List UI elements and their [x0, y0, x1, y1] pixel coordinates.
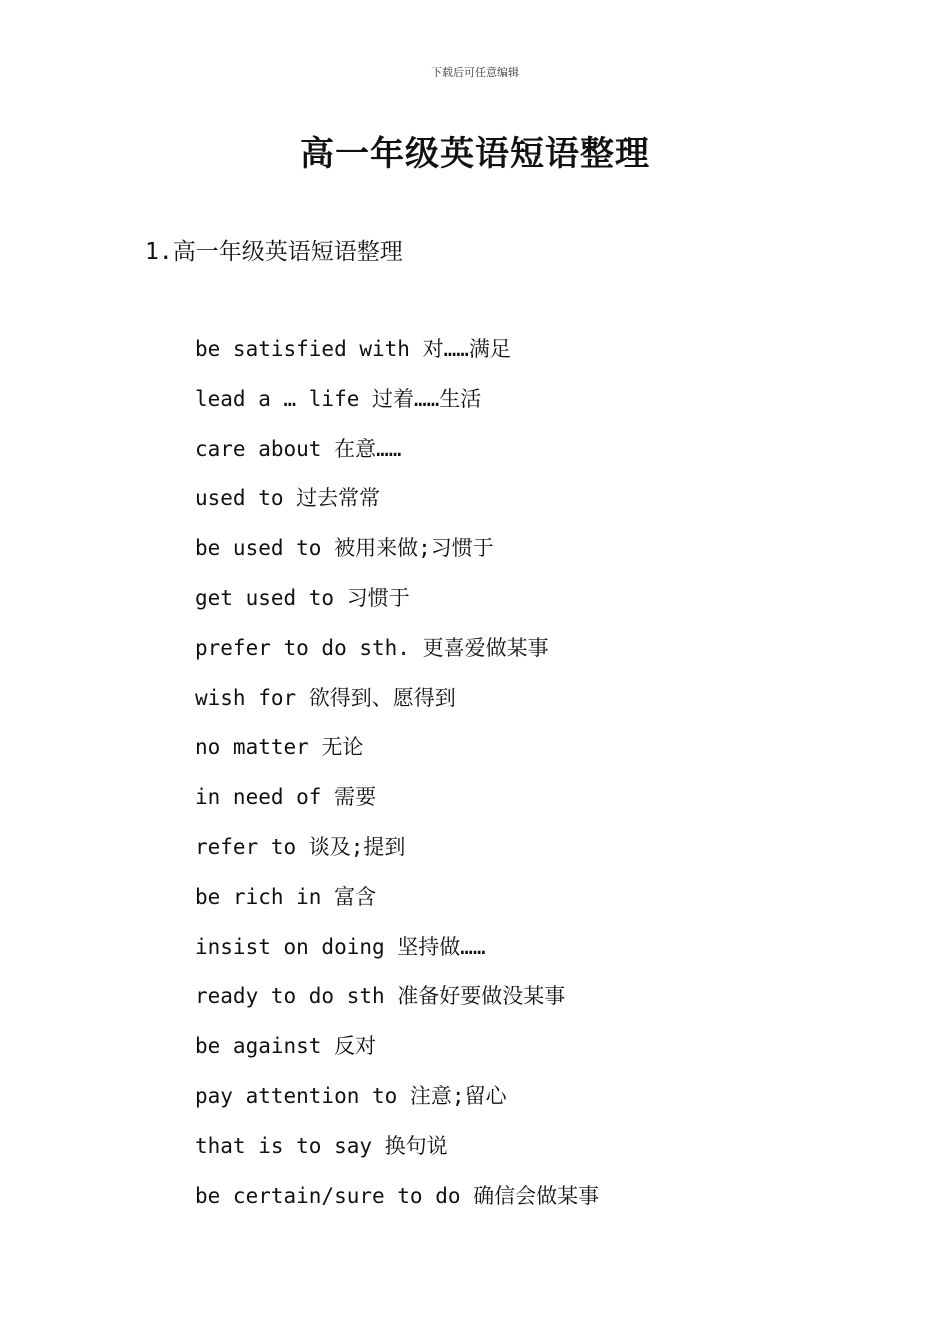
- phrase-item: lead a … life 过着……生活: [195, 386, 482, 411]
- phrase-item: be certain/sure to do 确信会做某事: [195, 1183, 600, 1208]
- phrase-list: [195, 334, 599, 1230]
- phrase-item: no matter 无论: [195, 735, 364, 760]
- phrase-item: be used to 被用来做;习惯于: [195, 536, 494, 561]
- phrase-item: ready to do sth 准备好要做没某事: [195, 984, 566, 1009]
- phrase-item: refer to 谈及;提到: [195, 834, 406, 859]
- section-heading: 1.高一年级英语短语整理: [145, 239, 403, 265]
- phrase-item: be against 反对: [195, 1034, 377, 1059]
- phrase-item: that is to say 换句说: [195, 1133, 448, 1158]
- phrase-item: insist on doing 坚持做……: [195, 934, 486, 959]
- phrase-item: care about 在意……: [195, 436, 402, 461]
- phrase-item: get used to 习惯于: [195, 585, 410, 610]
- phrase-item: used to 过去常常: [195, 486, 381, 511]
- phrase-item: pay attention to 注意;留心: [195, 1083, 507, 1108]
- phrase-item: in need of 需要: [195, 785, 377, 810]
- phrase-item: prefer to do sth. 更喜爱做某事: [195, 635, 549, 660]
- header-note: 下载后可任意编辑: [431, 66, 519, 79]
- document-title: 高一年级英语短语整理: [300, 134, 650, 174]
- phrase-item: wish for 欲得到、愿得到: [195, 685, 456, 710]
- phrase-item: be rich in 富含: [195, 884, 377, 909]
- phrase-item: be satisfied with 对……满足: [195, 337, 511, 361]
